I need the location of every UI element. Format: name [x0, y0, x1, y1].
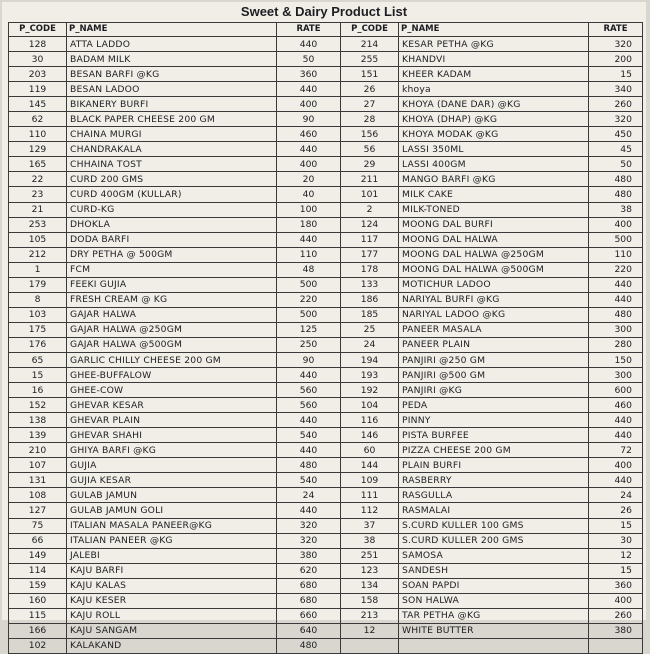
product-name-right: MILK-TONED — [399, 202, 589, 217]
product-name-right: MILK CAKE — [399, 187, 589, 202]
product-name-left: GAJAR HALWA @250GM — [67, 322, 277, 337]
product-rate-left: 440 — [277, 37, 341, 52]
table-row — [9, 232, 643, 247]
product-name-right: LASSI 350ML — [399, 142, 589, 157]
product-code-left: 145 — [9, 97, 67, 112]
product-rate-left: 100 — [277, 202, 341, 217]
col-header-name-right: P_NAME — [399, 23, 589, 37]
table-row — [9, 428, 643, 443]
table-row — [9, 97, 643, 112]
product-table — [8, 22, 643, 654]
table-row — [9, 292, 643, 307]
product-code-right: 60 — [341, 443, 399, 458]
product-rate-left: 380 — [277, 548, 341, 563]
product-rate-left: 560 — [277, 398, 341, 413]
table-row — [9, 247, 643, 262]
product-name-right: KHOYA (DANE DAR) @KG — [399, 97, 589, 112]
product-name-left: CHAINA MURGI — [67, 127, 277, 142]
product-code-right: 134 — [341, 578, 399, 593]
table-row — [9, 563, 643, 578]
product-code-left: 75 — [9, 518, 67, 533]
table-row — [9, 533, 643, 548]
col-header-name-left: P_NAME — [67, 23, 277, 37]
product-code-left: 23 — [9, 187, 67, 202]
table-row — [9, 127, 643, 142]
product-rate-left: 560 — [277, 383, 341, 398]
product-rate-right: 440 — [589, 277, 643, 292]
product-rate-left: 90 — [277, 352, 341, 367]
product-code-right: 29 — [341, 157, 399, 172]
product-rate-right: 200 — [589, 52, 643, 67]
product-name-right: PLAIN BURFI — [399, 458, 589, 473]
product-rate-right: 24 — [589, 488, 643, 503]
product-rate-left: 440 — [277, 443, 341, 458]
product-code-right: 112 — [341, 503, 399, 518]
product-rate-right: 300 — [589, 322, 643, 337]
table-row — [9, 52, 643, 67]
product-rate-right: 150 — [589, 352, 643, 367]
product-code-right — [341, 638, 399, 653]
product-code-right: 144 — [341, 458, 399, 473]
product-name-left: DODA BARFI — [67, 232, 277, 247]
product-code-left: 110 — [9, 127, 67, 142]
table-row — [9, 187, 643, 202]
table-row — [9, 217, 643, 232]
product-rate-left: 250 — [277, 337, 341, 352]
col-header-rate-left: RATE — [277, 23, 341, 37]
product-name-left: BESAN BARFI @KG — [67, 67, 277, 82]
product-rate-left: 360 — [277, 67, 341, 82]
product-name-right: KHEER KADAM — [399, 67, 589, 82]
product-name-left: KAJU SANGAM — [67, 623, 277, 638]
product-name-right: PANJIRI @500 GM — [399, 368, 589, 383]
product-code-right: 2 — [341, 202, 399, 217]
product-name-right: RASGULLA — [399, 488, 589, 503]
table-row — [9, 142, 643, 157]
product-name-left: BADAM MILK — [67, 52, 277, 67]
product-rate-left: 460 — [277, 127, 341, 142]
product-code-left: 166 — [9, 623, 67, 638]
product-code-right: 28 — [341, 112, 399, 127]
product-rate-right: 400 — [589, 593, 643, 608]
product-code-left: 203 — [9, 67, 67, 82]
product-code-right: 24 — [341, 337, 399, 352]
product-rate-left: 440 — [277, 503, 341, 518]
product-code-right: 177 — [341, 247, 399, 262]
product-code-right: 193 — [341, 368, 399, 383]
product-name-left: FEEKI GUJIA — [67, 277, 277, 292]
product-code-left: 159 — [9, 578, 67, 593]
product-code-right: 37 — [341, 518, 399, 533]
table-row — [9, 112, 643, 127]
product-name-right: S.CURD KULLER 100 GMS — [399, 518, 589, 533]
product-code-left: 149 — [9, 548, 67, 563]
product-rate-left: 24 — [277, 488, 341, 503]
product-name-right: KESAR PETHA @KG — [399, 37, 589, 52]
product-code-right: 186 — [341, 292, 399, 307]
product-rate-right: 440 — [589, 473, 643, 488]
product-code-right: 124 — [341, 217, 399, 232]
product-name-right: KHOYA MODAK @KG — [399, 127, 589, 142]
product-name-right: MOONG DAL HALWA @500GM — [399, 262, 589, 277]
product-name-left: ATTA LADDO — [67, 37, 277, 52]
product-rate-left: 640 — [277, 623, 341, 638]
table-row — [9, 37, 643, 52]
product-code-right: 192 — [341, 383, 399, 398]
product-rate-right: 400 — [589, 458, 643, 473]
product-code-left: 108 — [9, 488, 67, 503]
product-rate-left: 440 — [277, 368, 341, 383]
product-rate-right: 440 — [589, 428, 643, 443]
product-name-right: PANEER MASALA — [399, 322, 589, 337]
product-rate-right: 480 — [589, 187, 643, 202]
table-row — [9, 82, 643, 97]
product-rate-left: 440 — [277, 82, 341, 97]
product-code-right: 38 — [341, 533, 399, 548]
product-rate-right: 600 — [589, 383, 643, 398]
product-rate-left: 220 — [277, 292, 341, 307]
product-code-left: 128 — [9, 37, 67, 52]
product-code-right: 211 — [341, 172, 399, 187]
product-rate-right: 320 — [589, 37, 643, 52]
product-rate-right: 15 — [589, 67, 643, 82]
product-code-right: 158 — [341, 593, 399, 608]
product-rate-right: 280 — [589, 337, 643, 352]
table-row — [9, 623, 643, 638]
product-code-left: 253 — [9, 217, 67, 232]
col-header-rate-right: RATE — [589, 23, 643, 37]
table-row — [9, 322, 643, 337]
table-row — [9, 548, 643, 563]
product-name-left: ITALIAN MASALA PANEER@KG — [67, 518, 277, 533]
product-rate-right: 260 — [589, 608, 643, 623]
product-code-left: 139 — [9, 428, 67, 443]
product-code-right: 214 — [341, 37, 399, 52]
product-name-right: NARIYAL BURFI @KG — [399, 292, 589, 307]
product-rate-right: 400 — [589, 217, 643, 232]
product-rate-right: 260 — [589, 97, 643, 112]
table-row — [9, 172, 643, 187]
product-name-right — [399, 638, 589, 653]
product-rate-right: 45 — [589, 142, 643, 157]
product-code-left: 22 — [9, 172, 67, 187]
product-code-left: 107 — [9, 458, 67, 473]
product-rate-left: 440 — [277, 142, 341, 157]
product-code-right: 56 — [341, 142, 399, 157]
product-code-left: 62 — [9, 112, 67, 127]
product-name-left: GHEE-COW — [67, 383, 277, 398]
product-name-left: DHOKLA — [67, 217, 277, 232]
product-rate-right: 72 — [589, 443, 643, 458]
product-rate-left: 400 — [277, 97, 341, 112]
product-rate-left: 20 — [277, 172, 341, 187]
product-rate-right: 30 — [589, 533, 643, 548]
product-rate-right: 480 — [589, 172, 643, 187]
product-rate-right: 500 — [589, 232, 643, 247]
product-name-right: NARIYAL LADOO @KG — [399, 307, 589, 322]
product-name-right: PINNY — [399, 413, 589, 428]
table-row — [9, 67, 643, 82]
product-name-left: GHEVAR PLAIN — [67, 413, 277, 428]
product-name-right: KHANDVI — [399, 52, 589, 67]
product-name-left: BIKANERY BURFI — [67, 97, 277, 112]
product-rate-right: 360 — [589, 578, 643, 593]
product-name-right: MOONG DAL BURFI — [399, 217, 589, 232]
product-code-left: 129 — [9, 142, 67, 157]
product-rate-right: 110 — [589, 247, 643, 262]
product-name-right: MOTICHUR LADOO — [399, 277, 589, 292]
product-code-left: 8 — [9, 292, 67, 307]
product-name-left: GULAB JAMUN — [67, 488, 277, 503]
product-code-right: 12 — [341, 623, 399, 638]
table-row — [9, 503, 643, 518]
product-rate-left: 440 — [277, 232, 341, 247]
product-code-right: 117 — [341, 232, 399, 247]
product-name-left: GARLIC CHILLY CHEESE 200 GM — [67, 352, 277, 367]
product-rate-left: 320 — [277, 533, 341, 548]
product-code-left: 176 — [9, 337, 67, 352]
product-rate-right: 300 — [589, 368, 643, 383]
product-code-left: 66 — [9, 533, 67, 548]
product-name-left: CHANDRAKALA — [67, 142, 277, 157]
product-code-right: 194 — [341, 352, 399, 367]
product-code-right: 255 — [341, 52, 399, 67]
product-name-left: CURD 200 GMS — [67, 172, 277, 187]
product-name-right: RASMALAI — [399, 503, 589, 518]
product-name-left: GHEVAR KESAR — [67, 398, 277, 413]
product-name-left: CHHAINA TOST — [67, 157, 277, 172]
product-code-left: 21 — [9, 202, 67, 217]
product-name-right: S.CURD KULLER 200 GMS — [399, 533, 589, 548]
product-name-left: ITALIAN PANEER @KG — [67, 533, 277, 548]
product-name-right: KHOYA (DHAP) @KG — [399, 112, 589, 127]
product-code-left: 103 — [9, 307, 67, 322]
product-rate-right: 440 — [589, 292, 643, 307]
table-row — [9, 398, 643, 413]
table-row — [9, 413, 643, 428]
product-name-right: SON HALWA — [399, 593, 589, 608]
product-rate-left: 125 — [277, 322, 341, 337]
product-code-left: 119 — [9, 82, 67, 97]
product-name-left: KAJU KESER — [67, 593, 277, 608]
product-code-right: 146 — [341, 428, 399, 443]
product-code-right: 156 — [341, 127, 399, 142]
table-row — [9, 368, 643, 383]
product-rate-left: 620 — [277, 563, 341, 578]
product-rate-right: 340 — [589, 82, 643, 97]
product-name-right: WHITE BUTTER — [399, 623, 589, 638]
product-code-left: 138 — [9, 413, 67, 428]
table-row — [9, 262, 643, 277]
col-header-code-left: P_CODE — [9, 23, 67, 37]
product-name-left: JALEBI — [67, 548, 277, 563]
product-rate-left: 180 — [277, 217, 341, 232]
product-name-left: GHIYA BARFI @KG — [67, 443, 277, 458]
product-name-left: GAJAR HALWA — [67, 307, 277, 322]
product-name-left: FCM — [67, 262, 277, 277]
product-code-right: 111 — [341, 488, 399, 503]
product-name-right: PEDA — [399, 398, 589, 413]
product-code-left: 15 — [9, 368, 67, 383]
product-name-left: GHEE-BUFFALOW — [67, 368, 277, 383]
product-code-left: 152 — [9, 398, 67, 413]
table-row — [9, 157, 643, 172]
table-row — [9, 443, 643, 458]
table-row — [9, 307, 643, 322]
product-code-right: 151 — [341, 67, 399, 82]
product-name-right: khoya — [399, 82, 589, 97]
product-rate-right: 460 — [589, 398, 643, 413]
product-name-right: PANEER PLAIN — [399, 337, 589, 352]
product-code-right: 213 — [341, 608, 399, 623]
product-name-left: DRY PETHA @ 500GM — [67, 247, 277, 262]
product-rate-right: 440 — [589, 413, 643, 428]
product-rate-left: 540 — [277, 473, 341, 488]
table-row — [9, 202, 643, 217]
product-name-left: KAJU BARFI — [67, 563, 277, 578]
product-name-right: TAR PETHA @KG — [399, 608, 589, 623]
product-name-left: GUJIA — [67, 458, 277, 473]
product-name-left: GAJAR HALWA @500GM — [67, 337, 277, 352]
product-name-right: PIZZA CHEESE 200 GM — [399, 443, 589, 458]
table-row — [9, 608, 643, 623]
product-code-left: 30 — [9, 52, 67, 67]
product-rate-left: 48 — [277, 262, 341, 277]
product-code-left: 210 — [9, 443, 67, 458]
product-rate-left: 500 — [277, 277, 341, 292]
product-name-right: PANJIRI @KG — [399, 383, 589, 398]
product-name-left: KALAKAND — [67, 638, 277, 653]
product-rate-right: 38 — [589, 202, 643, 217]
product-name-left: KAJU ROLL — [67, 608, 277, 623]
product-code-left: 105 — [9, 232, 67, 247]
product-name-left: CURD-KG — [67, 202, 277, 217]
product-name-left: BESAN LADOO — [67, 82, 277, 97]
product-code-right: 25 — [341, 322, 399, 337]
product-code-left: 1 — [9, 262, 67, 277]
product-rate-left: 480 — [277, 638, 341, 653]
table-row — [9, 578, 643, 593]
product-code-left: 131 — [9, 473, 67, 488]
product-name-left: GHEVAR SHAHI — [67, 428, 277, 443]
product-rate-left: 110 — [277, 247, 341, 262]
product-code-right: 133 — [341, 277, 399, 292]
table-row — [9, 638, 643, 653]
product-code-right: 123 — [341, 563, 399, 578]
product-code-left: 114 — [9, 563, 67, 578]
col-header-code-right: P_CODE — [341, 23, 399, 37]
product-name-right: SANDESH — [399, 563, 589, 578]
table-header-row — [9, 23, 643, 37]
product-rate-left: 440 — [277, 413, 341, 428]
product-rate-left: 680 — [277, 593, 341, 608]
product-rate-right: 26 — [589, 503, 643, 518]
product-rate-right: 15 — [589, 518, 643, 533]
product-name-left: BLACK PAPER CHEESE 200 GM — [67, 112, 277, 127]
product-rate-right: 50 — [589, 157, 643, 172]
product-code-left: 179 — [9, 277, 67, 292]
product-name-right: PANJIRI @250 GM — [399, 352, 589, 367]
product-code-right: 178 — [341, 262, 399, 277]
product-name-right: SOAN PAPDI — [399, 578, 589, 593]
product-code-left: 102 — [9, 638, 67, 653]
product-rate-left: 400 — [277, 157, 341, 172]
product-code-left: 65 — [9, 352, 67, 367]
product-name-right: PISTA BURFEE — [399, 428, 589, 443]
product-code-left: 160 — [9, 593, 67, 608]
product-rate-right: 380 — [589, 623, 643, 638]
product-name-right: MANGO BARFI @KG — [399, 172, 589, 187]
page-title: Sweet & Dairy Product List — [240, 4, 408, 19]
product-name-right: LASSI 400GM — [399, 157, 589, 172]
product-rate-left: 480 — [277, 458, 341, 473]
product-code-left: 212 — [9, 247, 67, 262]
product-code-left: 175 — [9, 322, 67, 337]
product-code-left: 165 — [9, 157, 67, 172]
product-code-right: 26 — [341, 82, 399, 97]
product-rate-left: 540 — [277, 428, 341, 443]
product-name-left: GUJIA KESAR — [67, 473, 277, 488]
product-code-left: 127 — [9, 503, 67, 518]
product-rate-left: 500 — [277, 307, 341, 322]
product-code-left: 115 — [9, 608, 67, 623]
product-code-right: 185 — [341, 307, 399, 322]
product-name-left: GULAB JAMUN GOLI — [67, 503, 277, 518]
product-name-right: MOONG DAL HALWA — [399, 232, 589, 247]
product-rate-right: 480 — [589, 307, 643, 322]
product-rate-right: 320 — [589, 112, 643, 127]
product-name-right: RASBERRY — [399, 473, 589, 488]
product-rate-left: 40 — [277, 187, 341, 202]
table-row — [9, 518, 643, 533]
product-name-right: SAMOSA — [399, 548, 589, 563]
table-row — [9, 488, 643, 503]
table-row — [9, 458, 643, 473]
table-row — [9, 352, 643, 367]
table-row — [9, 277, 643, 292]
product-name-left: KAJU KALAS — [67, 578, 277, 593]
product-rate-right — [589, 638, 643, 653]
product-code-right: 251 — [341, 548, 399, 563]
product-code-right: 109 — [341, 473, 399, 488]
product-name-left: FRESH CREAM @ KG — [67, 292, 277, 307]
product-code-left: 16 — [9, 383, 67, 398]
product-rate-right: 450 — [589, 127, 643, 142]
product-rate-right: 220 — [589, 262, 643, 277]
table-row — [9, 593, 643, 608]
product-name-left: CURD 400GM (KULLAR) — [67, 187, 277, 202]
product-code-right: 116 — [341, 413, 399, 428]
product-rate-left: 90 — [277, 112, 341, 127]
table-row — [9, 383, 643, 398]
product-name-right: MOONG DAL HALWA @250GM — [399, 247, 589, 262]
product-rate-right: 15 — [589, 563, 643, 578]
table-row — [9, 473, 643, 488]
product-rate-left: 680 — [277, 578, 341, 593]
product-rate-right: 12 — [589, 548, 643, 563]
product-code-right: 27 — [341, 97, 399, 112]
product-rate-left: 660 — [277, 608, 341, 623]
product-code-right: 101 — [341, 187, 399, 202]
table-row — [9, 337, 643, 352]
product-code-right: 104 — [341, 398, 399, 413]
product-list-sheet — [2, 2, 646, 652]
product-rate-left: 50 — [277, 52, 341, 67]
product-rate-left: 320 — [277, 518, 341, 533]
